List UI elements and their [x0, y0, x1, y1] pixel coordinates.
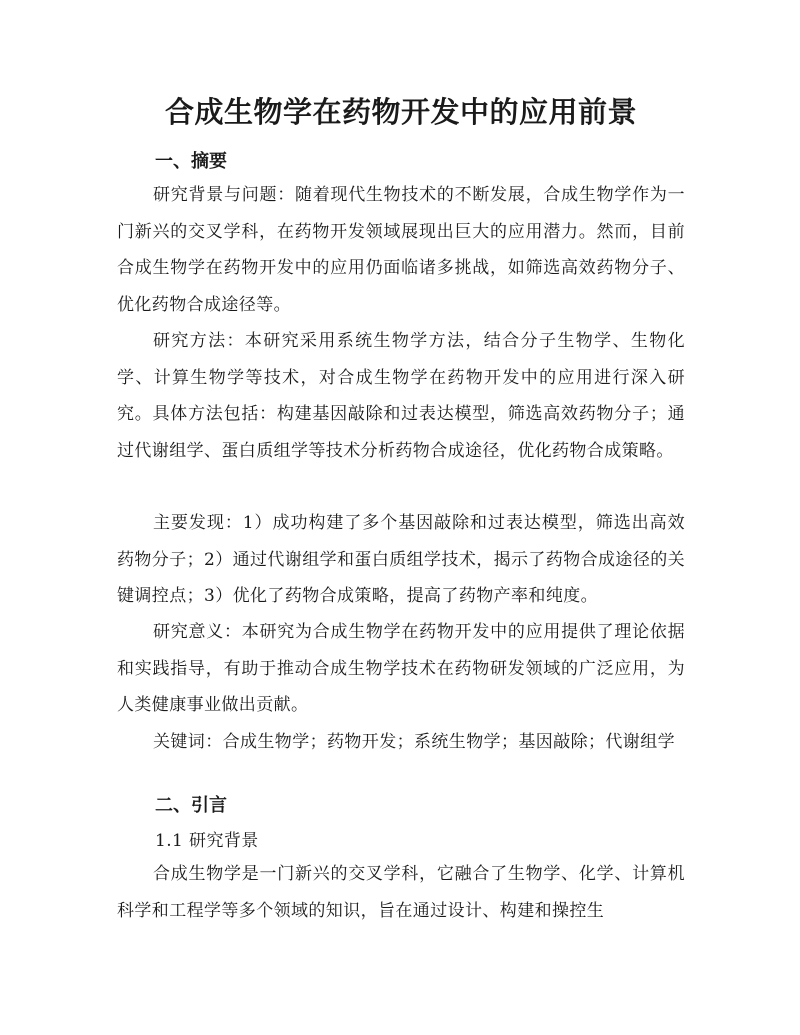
document-page	[117, 0, 685, 1035]
abstract-significance-paragraph: 研究意义：本研究为合成生物学在药物开发中的应用提供了理论依据和实践指导，有助于推动合成生物学技术在药物研发领域的广泛应用，为人类健康事业做出贡献。	[117, 622, 685, 715]
keywords-paragraph: 关键词：合成生物学；药物开发；系统生物学；基因敲除；代谢组学	[153, 732, 675, 752]
intro-heading: 二、引言	[155, 795, 227, 816]
page-title: 合成生物学在药物开发中的应用前景	[164, 95, 637, 129]
abstract-findings-paragraph: 主要发现：1）成功构建了多个基因敲除和过表达模型，筛选出高效药物分子；2）通过代谢组学和蛋白质组学技术，揭示了药物合成途径的关键调控点；3）优化了药物合成策略，提高了药物产率和纯度。	[117, 513, 686, 606]
abstract-heading: 一、摘要	[155, 151, 227, 172]
abstract-methods-paragraph: 研究方法：本研究采用系统生物学方法，结合分子生物学、生物化学、计算生物学等技术，对合成生物学在药物开发中的应用进行深入研究。具体方法包括：构建基因敲除和过表达模型，筛选高效药物分子；通过代谢组学、蛋白质组学等技术分析药物合成途径，优化药物合成策略。	[117, 331, 685, 461]
abstract-background-paragraph: 研究背景与问题：随着现代生物技术的不断发展，合成生物学作为一门新兴的交叉学科，在药物开发领域展现出巨大的应用潜力。然而，目前合成生物学在药物开发中的应用仍面临诸多挑战，如筛选高效药物分子、优化药物合成途径等。	[117, 185, 685, 315]
section-1-1-heading: 1.1 研究背景	[155, 831, 259, 851]
section-1-1-paragraph: 合成生物学是一门新兴的交叉学科，它融合了生物学、化学、计算机科学和工程学等多个领域的知识，旨在通过设计、构建和操控生	[117, 864, 685, 921]
